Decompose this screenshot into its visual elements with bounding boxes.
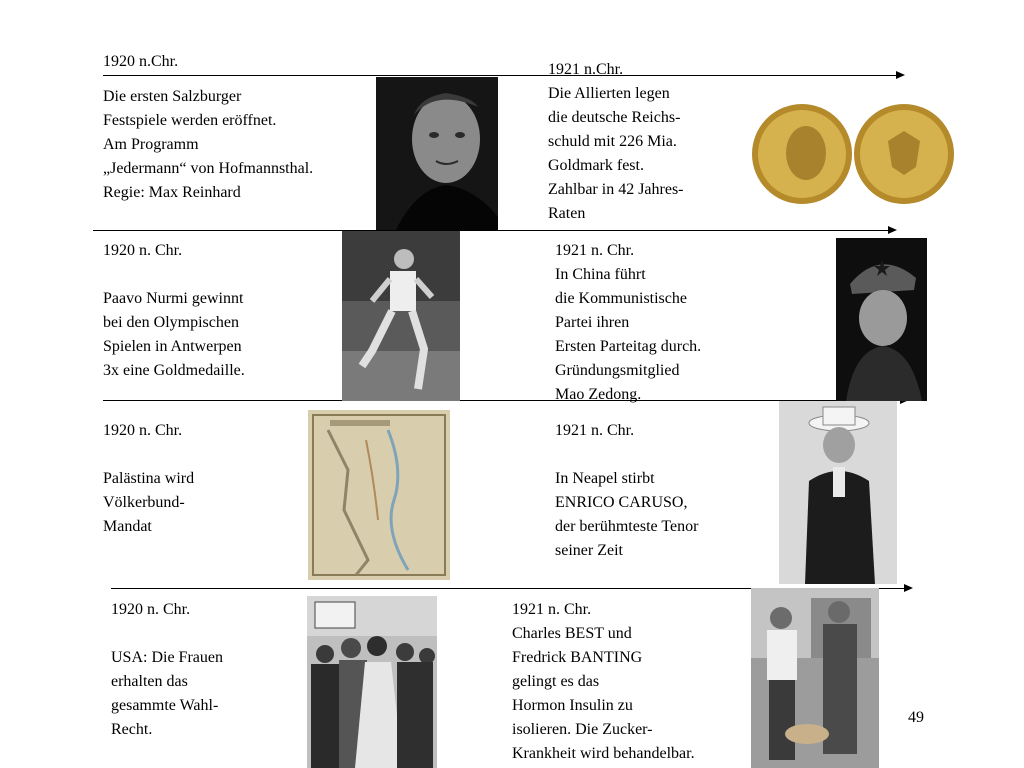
entry-1920-salzburg: Die ersten Salzburger Festspiele werden eröffnet. Am Programm „Jedermann“ von Hofmannsthal. Regie: Max Reinhard	[103, 88, 314, 201]
mao-portrait-photo	[836, 238, 927, 401]
runner-photo	[342, 231, 460, 401]
entry-1920-usa-women-vote: 1920 n. Chr. USA: Die Frauen erhalten das gesammte Wahl- Recht.	[111, 601, 223, 738]
portrait-photo	[376, 77, 498, 230]
timeline-line-2	[93, 230, 890, 231]
suffragettes-photo	[307, 596, 437, 768]
gold-coins-photo	[750, 101, 956, 207]
entry-1921-china: 1921 n. Chr. In China führt die Kommunistische Partei ihren Ersten Parteitag durch. Gründungsmitglied Mao Zedong.	[555, 242, 702, 403]
page-number: 49	[908, 709, 924, 726]
timeline-arrow-2	[888, 226, 897, 234]
entry-1921-reparations: 1921 n.Chr. Die Allierten legen die deutsche Reichs- schuld mit 226 Mia. Goldmark fest. Zahlbar in 42 Jahres- Raten	[548, 61, 684, 222]
entry-1920-palestine: 1920 n. Chr. Palästina wird Völkerbund- Mandat	[103, 422, 195, 535]
timeline-arrow-1	[896, 71, 905, 79]
entry-1920-year: 1920 n.Chr.	[103, 53, 179, 70]
timeline-arrow-4	[904, 584, 913, 592]
entry-1921-caruso: 1921 n. Chr. In Neapel stirbt ENRICO CARUSO, der berühmteste Tenor seiner Zeit	[555, 422, 699, 559]
entry-1920-nurmi: 1920 n. Chr. Paavo Nurmi gewinnt bei den Olympischen Spielen in Antwerpen 3x eine Goldmedaille.	[103, 242, 245, 379]
palestine-map-image	[308, 410, 450, 580]
best-banting-photo	[751, 588, 879, 768]
entry-1921-insulin: 1921 n. Chr. Charles BEST und Fredrick BANTING gelingt es das Hormon Insulin zu isolieren. Die Zucker- Krankheit wird behandelbar.	[512, 601, 695, 762]
caruso-photo	[779, 401, 897, 584]
timeline-line-1	[103, 75, 898, 76]
